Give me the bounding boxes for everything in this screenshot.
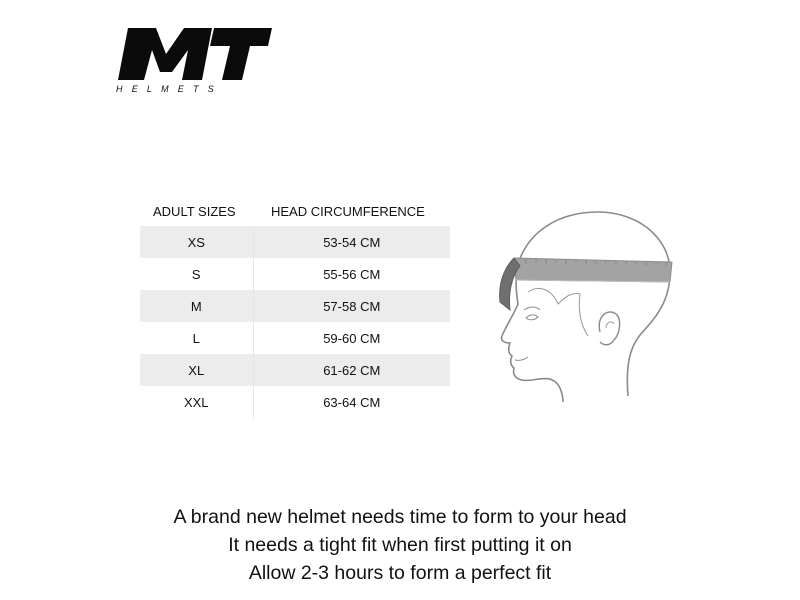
size-cell: M — [140, 290, 253, 322]
table-row — [140, 258, 450, 290]
fit-note-line: It needs a tight fit when first putting it on — [228, 534, 572, 556]
circumference-cell: 55-56 CM — [323, 266, 381, 282]
circumference-cell: 61-62 CM — [253, 354, 450, 386]
head-measurement-illustration — [488, 200, 678, 405]
size-cell: L — [140, 322, 253, 354]
table-row — [140, 226, 450, 258]
brand-logo — [116, 26, 272, 96]
logo-subtitle: HELMETS — [116, 84, 223, 94]
circumference-cell: 63-64 CM — [323, 394, 381, 410]
table-header-row — [140, 196, 450, 226]
size-cell: XXL — [140, 386, 253, 418]
fit-note-line: A brand new helmet needs time to form to your head — [173, 506, 627, 528]
size-chart-table — [140, 196, 450, 418]
circumference-cell: 53-54 CM — [253, 226, 450, 258]
table-row — [140, 322, 450, 354]
fit-instructions — [0, 503, 800, 587]
size-cell: XL — [140, 354, 253, 386]
size-cell: S — [140, 258, 253, 290]
table-row — [140, 386, 450, 418]
header-adult-sizes: ADULT SIZES — [153, 203, 236, 219]
circumference-cell: 59-60 CM — [323, 330, 381, 346]
table-row — [140, 354, 450, 386]
header-head-circumference: HEAD CIRCUMFERENCE — [271, 203, 425, 219]
table-row — [140, 290, 450, 322]
fit-note-line: Allow 2-3 hours to form a perfect fit — [248, 562, 552, 584]
mt-logo-mark — [116, 26, 272, 82]
circumference-cell: 57-58 CM — [253, 290, 450, 322]
size-cell: XS — [140, 226, 253, 258]
head-profile-icon — [488, 200, 678, 405]
